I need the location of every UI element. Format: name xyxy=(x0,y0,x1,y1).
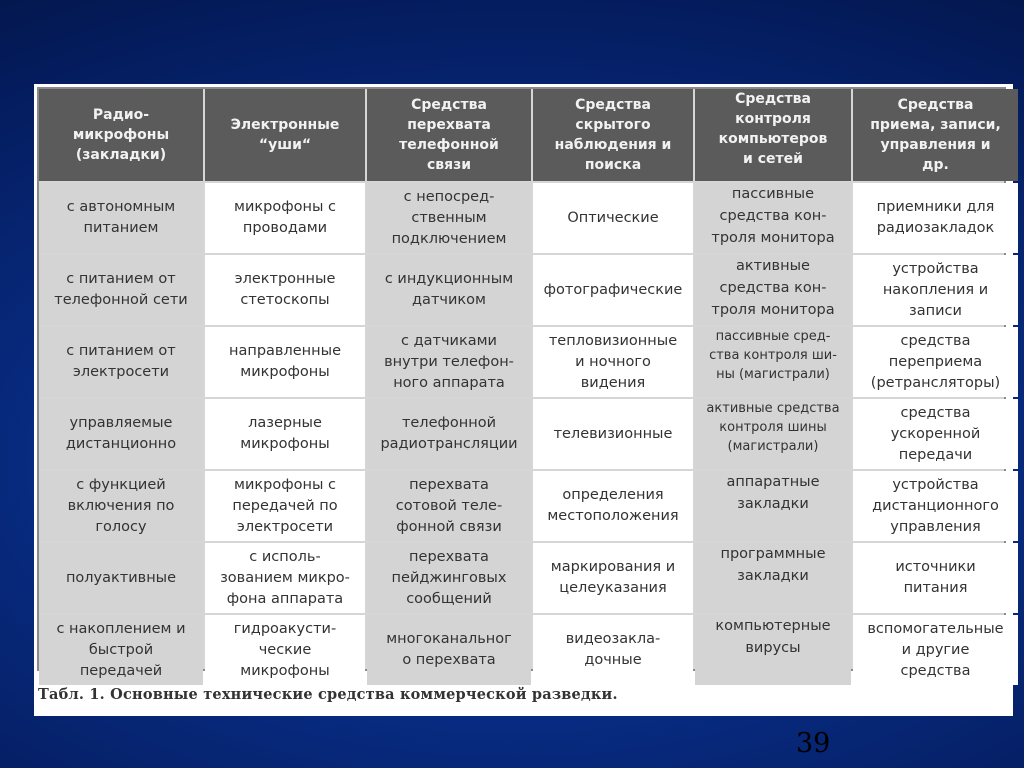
espionage-means-table xyxy=(37,87,1006,679)
table-cell: приемники для радиозакладок xyxy=(853,183,1018,253)
page-number: 39 xyxy=(796,728,831,759)
table-cell: с функцией включения по голосу xyxy=(39,471,203,541)
table-cell: аппаратные закладки xyxy=(695,471,851,541)
table-cell: маркирования и целеуказания xyxy=(533,543,693,613)
table-cell: устройства накопления и записи xyxy=(853,255,1018,325)
column-header: Радио- микрофоны (закладки) xyxy=(39,89,203,181)
table-cell: многоканальног о перехвата xyxy=(367,615,531,685)
table-cell: вспомогательные и другие средства xyxy=(853,615,1018,685)
table-cell: с питанием от электросети xyxy=(39,327,203,397)
table-cell: пассивные сред- ства контроля ши- ны (магистрали) xyxy=(695,327,851,397)
table-cell: определения местоположения xyxy=(533,471,693,541)
table-cell: средства ускоренной передачи xyxy=(853,399,1018,469)
table-cell: компьютерные вирусы xyxy=(695,615,851,685)
column-header: Средства скрытого наблюдения и поиска xyxy=(533,89,693,181)
table-cell: электронные стетоскопы xyxy=(205,255,365,325)
table-cell: активные средства контроля шины (магистрали) xyxy=(695,399,851,469)
table-cell: с датчиками внутри телефон- ного аппарата xyxy=(367,327,531,397)
table-cell: управляемые дистанционно xyxy=(39,399,203,469)
table-cell: средства переприема (ретрансляторы) xyxy=(853,327,1018,397)
table-cell: с автономным питанием xyxy=(39,183,203,253)
table-cell: устройства дистанционного управления xyxy=(853,471,1018,541)
table-figure xyxy=(34,84,1013,716)
table-cell: программные закладки xyxy=(695,543,851,613)
column-header: Средства приема, записи, управления и др. xyxy=(853,89,1018,181)
table-cell: активные средства кон- троля монитора xyxy=(695,255,851,325)
table-cell: гидроакусти- ческие микрофоны xyxy=(205,615,365,685)
column-header: Средства перехвата телефонной связи xyxy=(367,89,531,181)
table-cell: с питанием от телефонной сети xyxy=(39,255,203,325)
table-cell: телевизионные xyxy=(533,399,693,469)
table-caption: Табл. 1. Основные технические средства коммерческой разведки. xyxy=(38,686,618,703)
table-cell: тепловизионные и ночного видения xyxy=(533,327,693,397)
table-cell: с непосред- ственным подключением xyxy=(367,183,531,253)
table-cell: с индукционным датчиком xyxy=(367,255,531,325)
table-cell: лазерные микрофоны xyxy=(205,399,365,469)
table-cell: видеозакла- дочные xyxy=(533,615,693,685)
table-cell: телефонной радиотрансляции xyxy=(367,399,531,469)
table-cell: полуактивные xyxy=(39,543,203,613)
table-cell: с накоплением и быстрой передачей xyxy=(39,615,203,685)
table-cell: микрофоны с передачей по электросети xyxy=(205,471,365,541)
column-header: Средства контроля компьютеров и сетей xyxy=(695,89,851,181)
table-cell: фотографические xyxy=(533,255,693,325)
table-cell: перехвата сотовой теле- фонной связи xyxy=(367,471,531,541)
column-header: Электронные “уши“ xyxy=(205,89,365,181)
table-cell: перехвата пейджинговых сообщений xyxy=(367,543,531,613)
table-cell: пассивные средства кон- троля монитора xyxy=(695,183,851,253)
table-cell: Оптические xyxy=(533,183,693,253)
table-cell: с исполь- зованием микро- фона аппарата xyxy=(205,543,365,613)
table-cell: источники питания xyxy=(853,543,1018,613)
table-cell: микрофоны с проводами xyxy=(205,183,365,253)
table-cell: направленные микрофоны xyxy=(205,327,365,397)
